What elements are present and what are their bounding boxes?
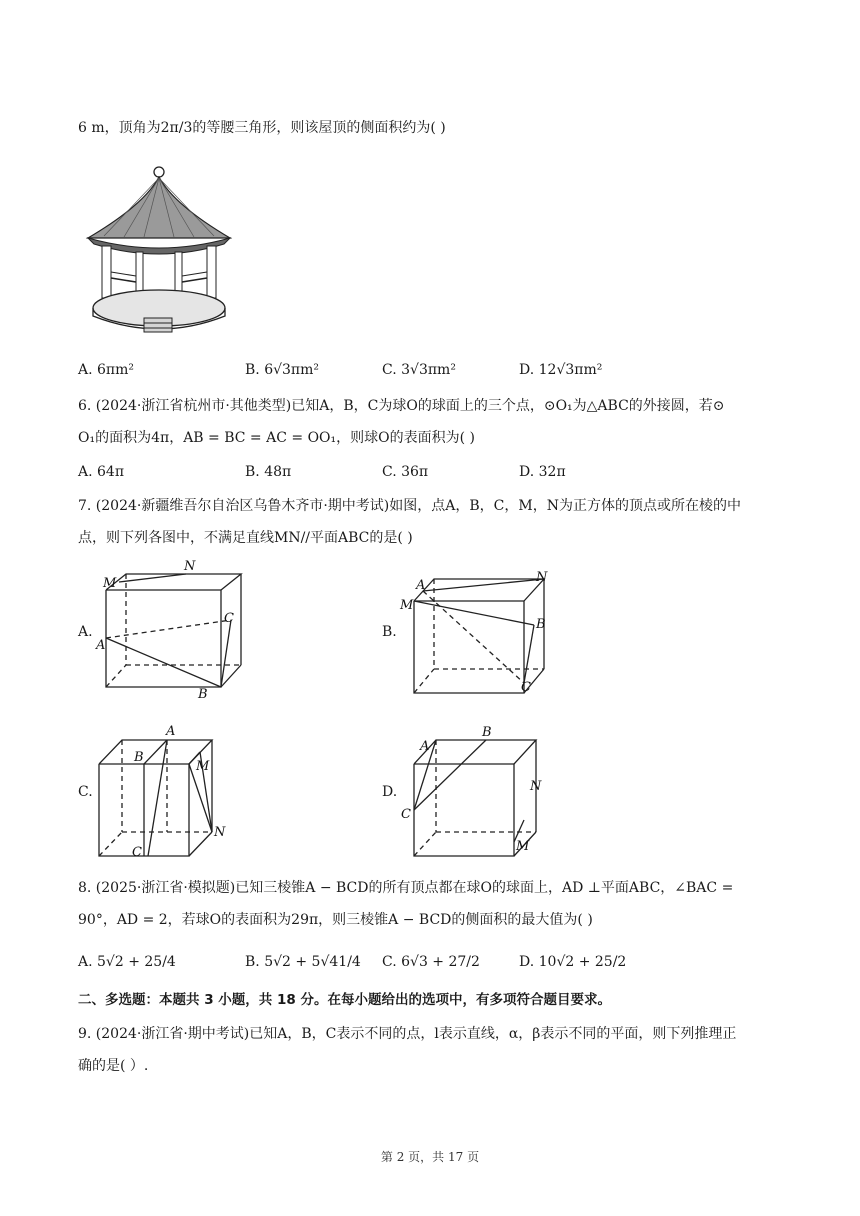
q8-option-a: A. 5√2 + 25/4 (78, 954, 176, 970)
svg-text:M: M (103, 576, 117, 591)
q6-line1: 6. (2024·浙江省杭州市·其他类型)已知A，B，C为球O的球面上的三个点，⊙O₁为△ABC的外接圆，若⊙ (78, 398, 725, 414)
cube-figure-b (396, 565, 556, 705)
q8-option-c: C. 6√3 + 27/2 (382, 954, 480, 970)
q6-option-b: B. 48π (245, 464, 292, 480)
svg-text:A: A (166, 724, 176, 739)
q6-option-c: C. 36π (382, 464, 429, 480)
svg-text:B: B (536, 617, 546, 632)
svg-text:N: N (530, 779, 542, 794)
svg-text:C: C (224, 611, 234, 626)
svg-text:B: B (198, 687, 208, 700)
svg-text:N: N (214, 825, 226, 840)
question-5-tail: 6 m，顶角为2π/3的等腰三角形，则该屋顶的侧面积约为( ) (78, 120, 446, 136)
q6-option-a: A. 64π (78, 464, 125, 480)
q7-label-d: D. (382, 784, 398, 800)
svg-text:A: A (96, 638, 106, 653)
svg-text:C: C (132, 845, 142, 860)
q9-line2: 确的是( ）. (78, 1058, 149, 1074)
q7-label-a: A. (78, 624, 93, 640)
svg-text:A: A (420, 739, 430, 754)
section-2-heading: 二、多选题：本题共 3 小题，共 18 分。在每小题给出的选项中，有多项符合题目要求。 (78, 992, 611, 1008)
q7-line2: 点，则下列各图中，不满足直线MN//平面ABC的是( ) (78, 530, 413, 546)
svg-text:N: N (184, 560, 196, 574)
q5-option-b: B. 6√3πm² (245, 362, 320, 378)
q9-line1: 9. (2024·浙江省·期中考试)已知A，B，C表示不同的点，l表示直线，α，β表示不同的平面，则下列推理正 (78, 1026, 737, 1042)
q7-label-b: B. (382, 624, 397, 640)
q8-option-d: D. 10√2 + 25/2 (519, 954, 627, 970)
q8-line2: 90°，AD = 2，若球O的表面积为29π，则三棱锥A − BCD的侧面积的最大值为( ) (78, 912, 593, 928)
q7-label-c: C. (78, 784, 93, 800)
q6-option-d: D. 32π (519, 464, 566, 480)
q8-line1: 8. (2025·浙江省·模拟题)已知三棱锥A − BCD的所有顶点都在球O的球面上，AD ⊥平面ABC，∠BAC = (78, 880, 734, 896)
svg-text:M: M (516, 839, 530, 854)
q5-option-d: D. 12√3πm² (519, 362, 603, 378)
cube-figure-c (94, 722, 244, 864)
svg-text:M: M (196, 759, 210, 774)
svg-text:C: C (401, 807, 411, 822)
cube-figure-a (94, 560, 244, 700)
svg-text:B: B (134, 750, 144, 765)
page-footer: 第 2 页，共 17 页 (380, 1150, 480, 1164)
svg-text:A: A (416, 578, 426, 593)
q7-line1: 7. (2024·新疆维吾尔自治区乌鲁木齐市·期中考试)如图，点A，B，C，M，N为正方体的顶点或所在棱的中 (78, 498, 741, 514)
pavilion-image (84, 160, 234, 340)
svg-text:C: C (521, 680, 531, 695)
q8-option-b: B. 5√2 + 5√41/4 (245, 954, 361, 970)
q5-option-a: A. 6πm² (78, 362, 135, 378)
q6-line2: O₁的面积为4π，AB = BC = AC = OO₁，则球O的表面积为( ) (78, 430, 475, 446)
svg-text:N: N (536, 570, 548, 585)
cube-figure-d (398, 722, 548, 864)
svg-text:M: M (400, 598, 414, 613)
q5-option-c: C. 3√3πm² (382, 362, 456, 378)
svg-text:B: B (482, 725, 492, 740)
